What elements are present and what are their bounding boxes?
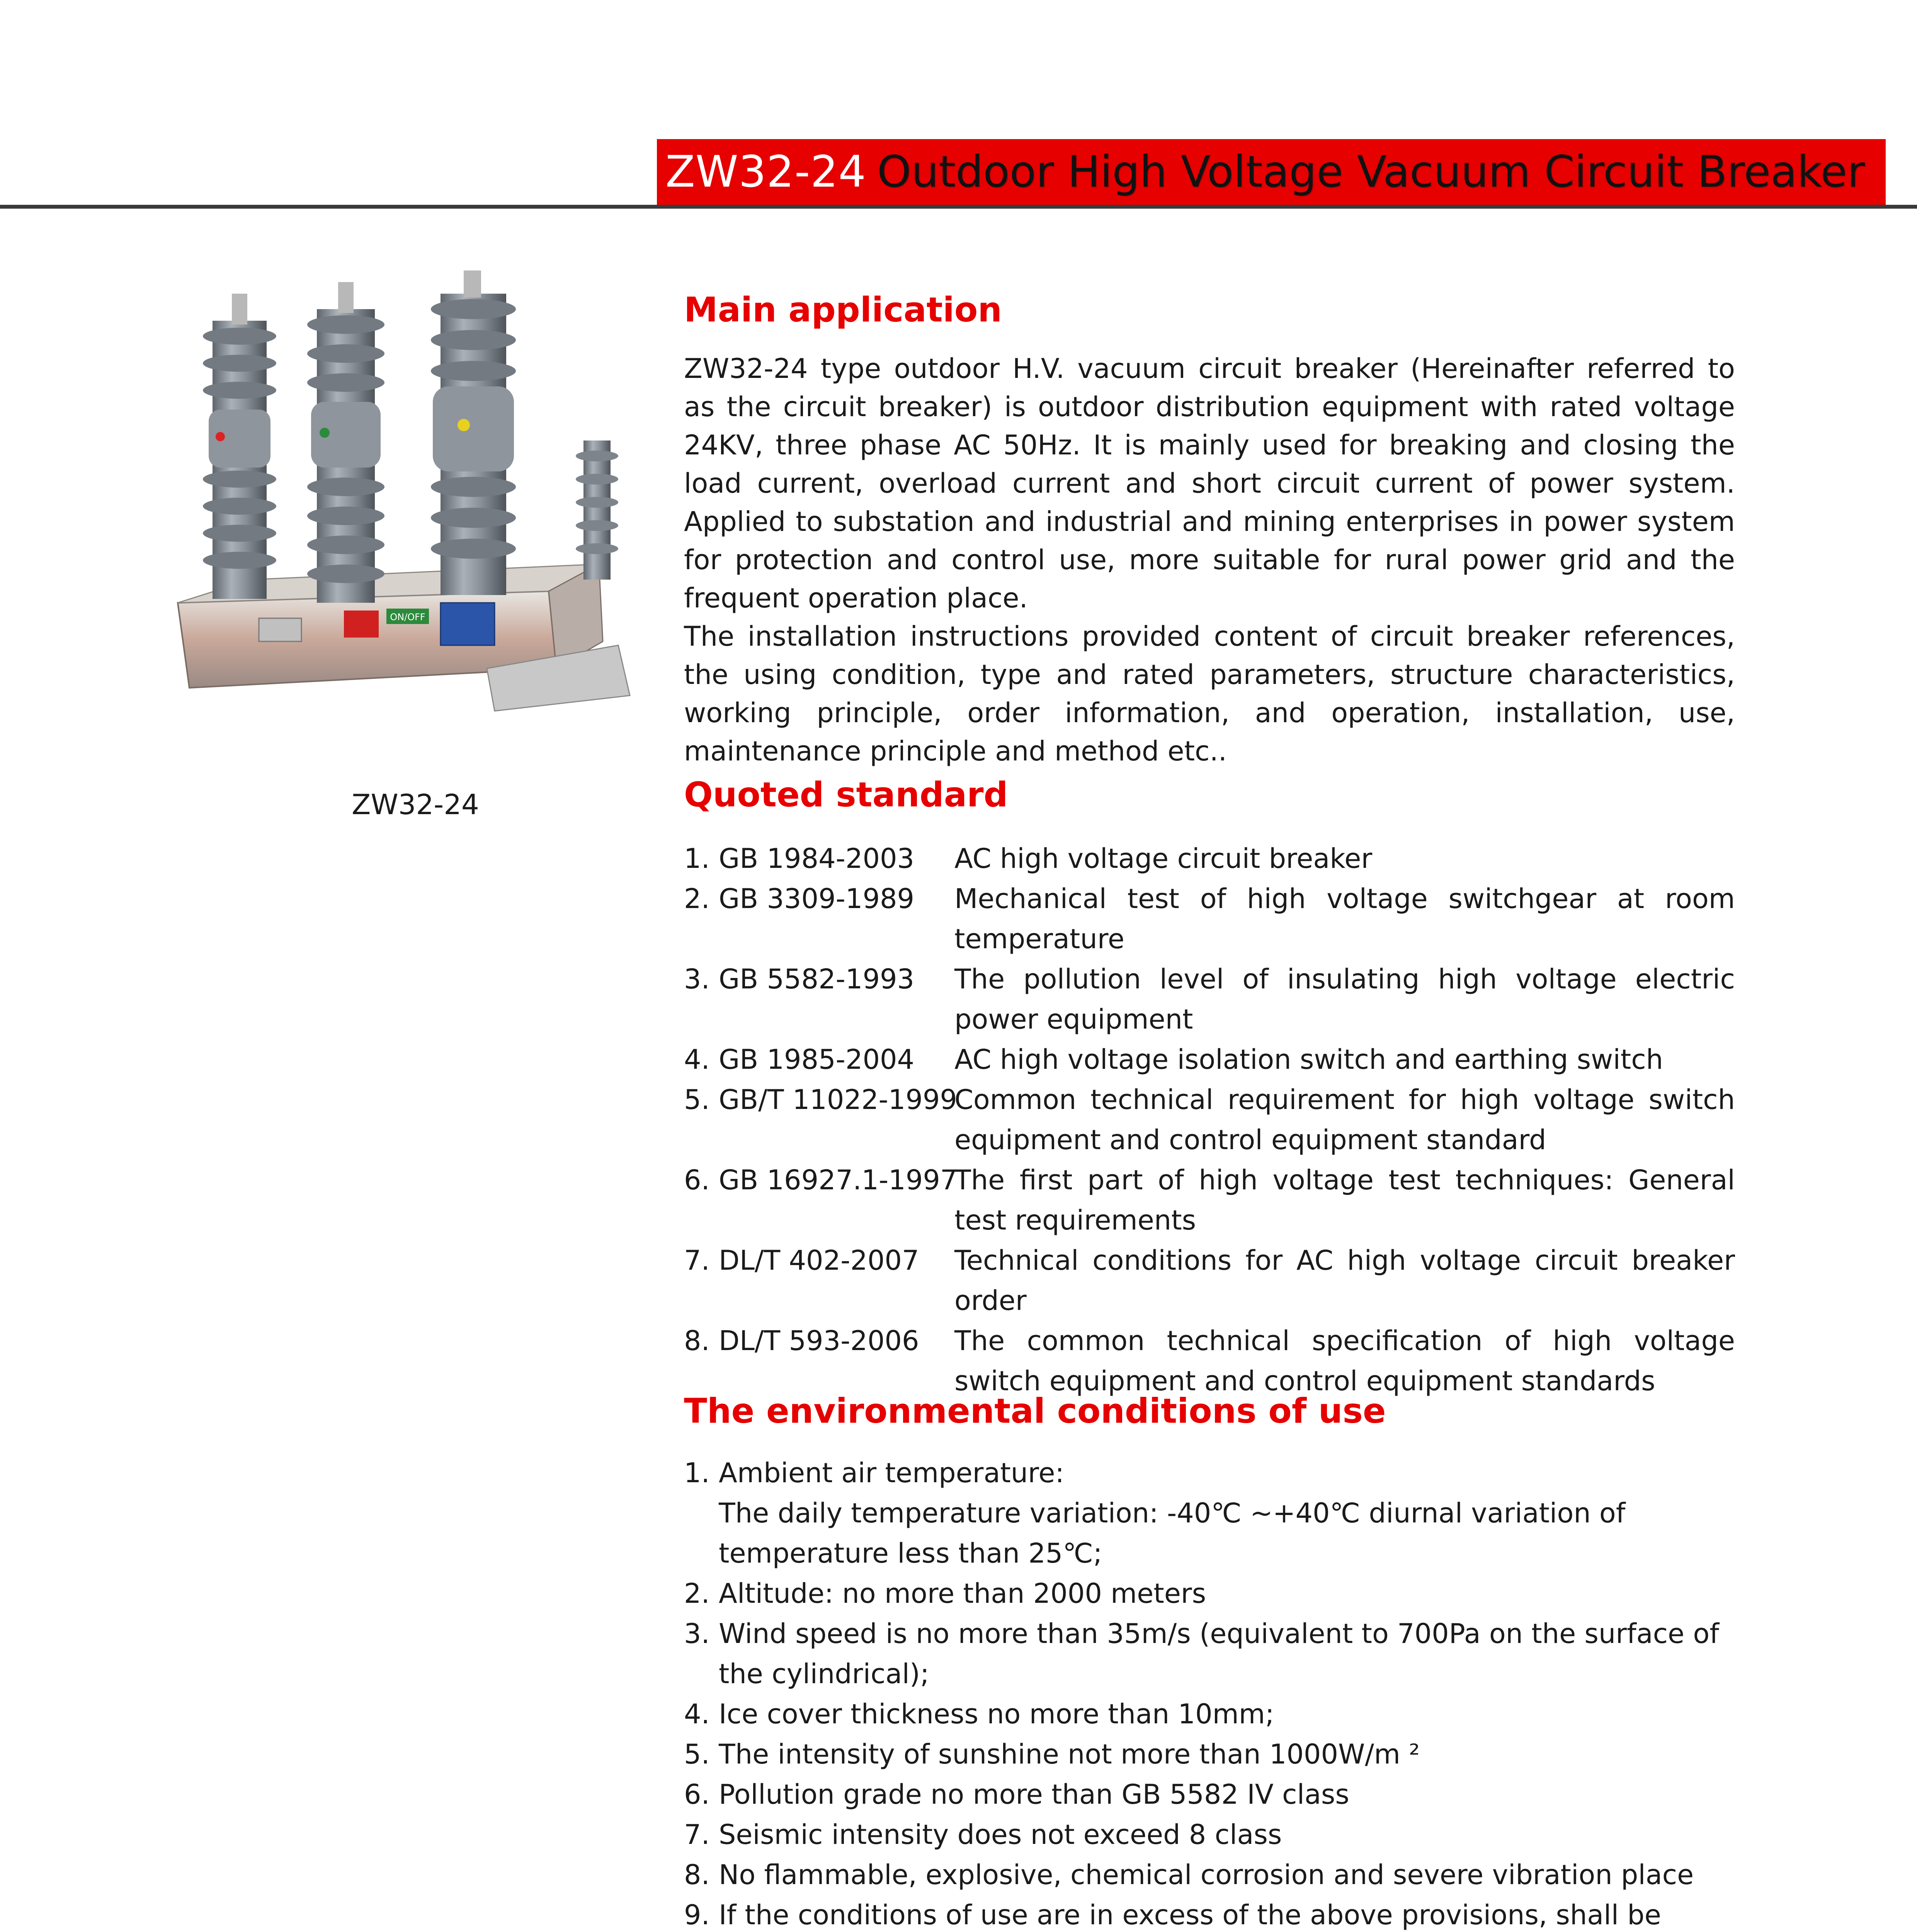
title-model: ZW32-24 [665, 147, 866, 197]
standard-code: GB 1984-2003 [719, 843, 915, 874]
list-item [684, 1453, 1735, 1573]
list-item [684, 1240, 1735, 1321]
list-number: 9. [684, 1899, 710, 1931]
condition-text: No flammable, explosive, chemical corrosion and severe vibration place [719, 1859, 1694, 1891]
standards-list [684, 838, 1735, 1401]
title-banner [657, 139, 1886, 205]
list-item [684, 1614, 1735, 1694]
insulator-2 [307, 282, 384, 603]
list-number: 4. [684, 1698, 710, 1730]
list-number: 6. [684, 1779, 710, 1810]
list-item [684, 959, 1735, 1039]
standard-description: Common technical requirement for high voltage switch equipment and control equipment standard [954, 1084, 1735, 1156]
list-number: 8. [684, 1325, 710, 1357]
list-item [684, 838, 1735, 879]
main-application-paragraph-1: ZW32-24 type outdoor H.V. vacuum circuit breaker (Hereinafter referred to as the circuit breaker) is outdoor distribution equipment with rated voltage 24KV, three phase AC 50Hz. It is mainly used for breaking and closing the load current, overload current and short circuit current of power system. Applied to substation and industrial and mining enterprises in power system for protection and control use, more suitable for rural power grid and the frequent operation place. [684, 353, 1735, 614]
main-application-heading: Main application [684, 290, 1002, 330]
list-item [684, 1694, 1735, 1734]
standard-code: GB 1985-2004 [719, 1044, 915, 1075]
list-item [684, 1895, 1735, 1932]
standard-description: The pollution level of insulating high voltage electric power equipment [954, 963, 1735, 1035]
list-number: 3. [684, 1618, 710, 1650]
environment-heading: The environmental conditions of use [684, 1391, 1386, 1431]
list-number: 6. [684, 1164, 710, 1196]
condition-text: Seismic intensity does not exceed 8 class [719, 1819, 1282, 1850]
insulator-1 [203, 294, 276, 599]
standard-description: The common technical specification of high voltage switch equipment and control equipment standards [954, 1325, 1735, 1397]
environment-list [684, 1453, 1735, 1932]
list-number: 7. [684, 1245, 710, 1276]
standard-code: GB 5582-1993 [719, 963, 915, 995]
main-application-paragraph-2: The installation instructions provided content of circuit breaker references, the using condition, type and rated parameters, structure characteristics, working principle, order information, and operation, installation, use, maintenance principle and method etc.. [684, 621, 1735, 767]
header-rule [0, 205, 1917, 209]
condition-text: Altitude: no more than 2000 meters [719, 1578, 1206, 1609]
list-item [684, 879, 1735, 959]
standard-description: Mechanical test of high voltage switchgear at room temperature [954, 883, 1735, 955]
condition-text: Pollution grade no more than GB 5582 IV class [719, 1779, 1349, 1810]
quoted-standard-heading: Quoted standard [684, 775, 1008, 815]
condition-subtext: The daily temperature variation: -40℃ ~+40℃ diurnal variation of temperature less than 25℃; [719, 1497, 1626, 1569]
standard-code: DL/T 402-2007 [719, 1245, 919, 1276]
list-item [684, 1815, 1735, 1855]
list-number: 3. [684, 963, 710, 995]
list-item [684, 1855, 1735, 1895]
panel-red-indicator [344, 611, 379, 638]
list-item [684, 1039, 1735, 1080]
standard-code: DL/T 593-2006 [719, 1325, 919, 1357]
main-application-text [684, 350, 1735, 770]
page-title: Outdoor High Voltage Vacuum Circuit Breaker [877, 147, 1865, 197]
list-item [684, 1160, 1735, 1240]
standard-code: GB/T 11022-1999 [719, 1084, 957, 1116]
list-item [684, 1080, 1735, 1160]
list-number: 1. [684, 843, 710, 874]
list-number: 7. [684, 1819, 710, 1850]
standard-code: GB 3309-1989 [719, 883, 915, 915]
list-item [684, 1734, 1735, 1774]
condition-text: Ice cover thickness no more than 10mm; [719, 1698, 1274, 1730]
list-number: 1. [684, 1457, 710, 1489]
condition-text: The intensity of sunshine not more than 1000W/m ² [719, 1738, 1420, 1770]
condition-text: If the conditions of use are in excess of the above provisions, shall be [719, 1899, 1661, 1931]
product-caption: ZW32-24 [352, 788, 479, 821]
standard-description: AC high voltage isolation switch and earthing switch [954, 1044, 1664, 1075]
panel-label: ON/OFF [390, 612, 425, 622]
list-number: 2. [684, 883, 710, 915]
list-item [684, 1573, 1735, 1614]
standard-code: GB 16927.1-1997 [719, 1164, 958, 1196]
standard-description: The first part of high voltage test techniques: General test requirements [954, 1164, 1735, 1236]
standard-description: Technical conditions for AC high voltage circuit breaker order [954, 1245, 1735, 1316]
insulator-3 [431, 270, 516, 595]
standard-description: AC high voltage circuit breaker [954, 843, 1373, 874]
list-number: 8. [684, 1859, 710, 1891]
product-image [155, 270, 657, 726]
list-number: 5. [684, 1084, 710, 1116]
list-item [684, 1774, 1735, 1815]
list-item [684, 1321, 1735, 1401]
list-number: 2. [684, 1578, 710, 1609]
list-number: 4. [684, 1044, 710, 1075]
list-number: 5. [684, 1738, 710, 1770]
condition-text: Wind speed is no more than 35m/s (equivalent to 700Pa on the surface of the cylindrical); [719, 1618, 1719, 1690]
condition-text: Ambient air temperature: [719, 1457, 1065, 1489]
